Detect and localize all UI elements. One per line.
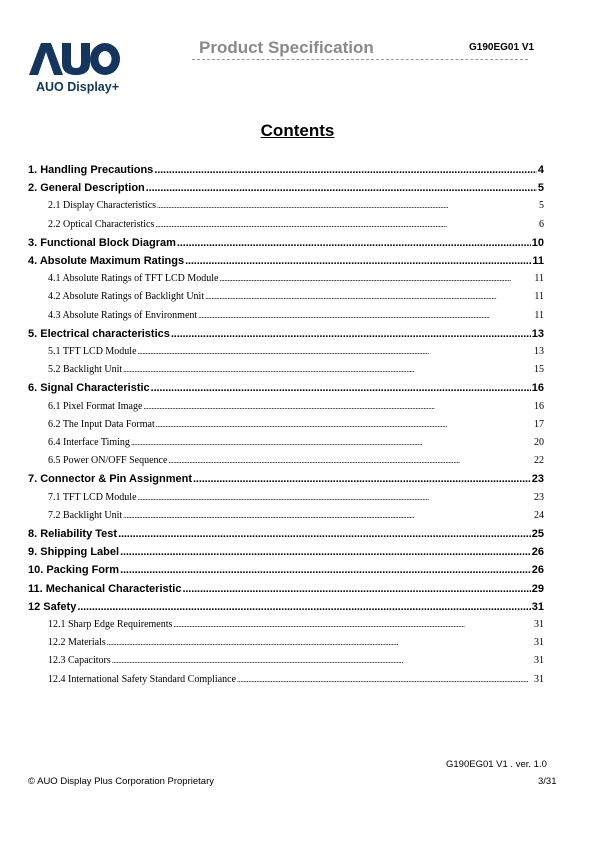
toc-section-entry[interactable]: [28, 255, 544, 271]
toc-entry-page: 11: [534, 291, 544, 303]
toc-entry-page: 10: [531, 236, 544, 249]
toc-subsection-entry[interactable]: [48, 492, 544, 508]
toc-dot-leader: [123, 365, 533, 374]
contents-heading: [0, 121, 595, 141]
toc-entry-page: 31: [531, 600, 544, 613]
toc-section-entry[interactable]: [28, 182, 544, 198]
toc-subsection-entry[interactable]: [48, 674, 544, 690]
toc-section-entry[interactable]: [28, 328, 544, 344]
footer-version: G190EG01 V1 . ver. 1.0: [446, 759, 547, 770]
toc-entry-label: 7. Connector & Pin Assignment: [28, 473, 193, 486]
logo-subtitle: AUO Display+: [36, 80, 120, 94]
toc-dot-leader: [185, 255, 531, 267]
toc-entry-label: 12.3 Capacitors: [48, 655, 111, 667]
toc-dot-leader: [168, 456, 533, 465]
toc-entry-label: 6. Signal Characteristic: [28, 382, 150, 395]
toc-entry-page: 20: [534, 437, 544, 448]
toc-dot-leader: [107, 638, 533, 647]
toc-entry-page: 11: [534, 273, 544, 285]
toc-entry-label: 4. Absolute Maximum Ratings: [28, 255, 185, 267]
toc-entry-page: 29: [531, 582, 544, 595]
toc-dot-leader: [182, 583, 530, 595]
toc-dot-leader: [177, 237, 531, 249]
toc-entry-label: 5.1 TFT LCD Module: [48, 346, 137, 357]
toc-dot-leader: [143, 402, 533, 411]
toc-entry-label: 4.1 Absolute Ratings of TFT LCD Module: [48, 273, 219, 285]
toc-entry-page: 13: [534, 346, 544, 357]
toc-entry-page: 16: [531, 382, 544, 395]
toc-dot-leader: [171, 328, 531, 340]
toc-dot-leader: [146, 182, 537, 194]
toc-entry-label: 5. Electrical characteristics: [28, 327, 170, 340]
toc-entry-label: 2. General Description: [28, 182, 145, 195]
toc-entry-label: 4.2 Absolute Ratings of Backlight Unit: [48, 291, 205, 303]
toc-subsection-entry[interactable]: [48, 455, 544, 471]
toc-entry-page: 31: [534, 619, 544, 630]
toc-entry-page: 5: [537, 182, 544, 195]
toc-section-entry[interactable]: [28, 601, 544, 617]
toc-dot-leader: [138, 493, 533, 502]
toc-entry-page: 31: [534, 637, 544, 649]
toc-section-entry[interactable]: [28, 546, 544, 562]
header-model: G190EG01 V1: [469, 42, 535, 53]
toc-entry-page: 23: [531, 473, 544, 486]
toc-entry-page: 25: [531, 528, 544, 540]
toc-subsection-entry[interactable]: [48, 219, 544, 235]
toc-subsection-entry[interactable]: [48, 619, 544, 635]
toc-entry-label: 12.4 International Safety Standard Compliance: [48, 673, 237, 685]
toc-entry-label: 9. Shipping Label: [28, 546, 120, 559]
toc-entry-label: 5.2 Backlight Unit: [48, 364, 123, 376]
toc-entry-page: 24: [534, 509, 544, 521]
toc-section-entry[interactable]: [28, 564, 544, 580]
toc-entry-page: 5: [539, 200, 544, 212]
toc-entry-label: 7.1 TFT LCD Module: [48, 491, 137, 503]
toc-dot-leader: [173, 620, 533, 629]
toc-entry-label: 6.4 Interface Timing: [48, 437, 130, 448]
toc-section-entry[interactable]: [28, 583, 544, 599]
toc-entry-page: 16: [534, 400, 544, 412]
toc-subsection-entry[interactable]: [48, 437, 544, 453]
toc-entry-page: 26: [531, 546, 544, 559]
toc-entry-page: 26: [531, 564, 544, 577]
toc-entry-page: 4: [537, 164, 544, 176]
toc-subsection-entry[interactable]: [48, 655, 544, 671]
toc-dot-leader: [120, 546, 531, 558]
toc-entry-page: 6: [539, 218, 544, 230]
toc-entry-label: 12.1 Sharp Edge Requirements: [48, 619, 173, 630]
toc-entry-page: 31: [534, 655, 544, 667]
toc-subsection-entry[interactable]: [48, 200, 544, 216]
toc-dot-leader: [157, 201, 538, 210]
toc-dot-leader: [205, 292, 533, 301]
footer-copyright: © AUO Display Plus Corporation Proprietary: [28, 776, 214, 787]
toc-subsection-entry[interactable]: [48, 637, 544, 653]
header-title: Product Specification: [199, 38, 374, 57]
toc-entry-page: 13: [531, 327, 544, 340]
toc-entry-label: 6.5 Power ON/OFF Sequence: [48, 455, 168, 467]
footer-page-number: 3/31: [538, 776, 557, 787]
toc-dot-leader: [198, 311, 533, 320]
toc-dot-leader: [131, 438, 533, 447]
toc-dot-leader: [154, 164, 537, 176]
toc-entry-label: 2.2 Optical Characteristics: [48, 218, 155, 230]
toc-dot-leader: [118, 528, 531, 540]
toc-subsection-entry[interactable]: [48, 310, 544, 326]
toc-entry-label: 12 Safety: [28, 600, 77, 613]
contents-title: Contents: [260, 121, 335, 140]
toc-dot-leader: [155, 220, 538, 229]
toc-dot-leader: [123, 511, 533, 520]
toc-entry-label: 12.2 Materials: [48, 637, 106, 649]
toc-entry-label: 3. Functional Block Diagram: [28, 236, 176, 249]
toc-dot-leader: [219, 274, 533, 283]
toc-section-entry[interactable]: [28, 237, 544, 253]
toc-entry-page: 23: [534, 491, 544, 503]
toc-section-entry[interactable]: [28, 528, 544, 544]
toc-entry-page: 15: [534, 364, 544, 376]
toc-section-entry[interactable]: [28, 164, 544, 180]
toc-dot-leader: [120, 564, 531, 576]
toc-entry-label: 7.2 Backlight Unit: [48, 509, 123, 521]
toc-dot-leader: [77, 601, 530, 613]
auo-logo-mark: [29, 42, 121, 76]
toc-subsection-entry[interactable]: [48, 419, 544, 435]
toc-entry-page: 11: [534, 309, 544, 321]
toc-entry-label: 10. Packing Form: [28, 564, 120, 577]
toc-subsection-entry[interactable]: [48, 273, 544, 289]
toc-entry-label: 1. Handling Precautions: [28, 164, 154, 176]
toc-entry-label: 4.3 Absolute Ratings of Environment: [48, 309, 198, 321]
toc-subsection-entry[interactable]: [48, 401, 544, 417]
toc-entry-page: 17: [534, 418, 544, 430]
toc-subsection-entry[interactable]: [48, 346, 544, 362]
toc-dot-leader: [156, 420, 533, 429]
header-rule: [192, 59, 528, 60]
toc-entry-label: 6.2 The Input Data Format: [48, 418, 155, 430]
toc-subsection-entry[interactable]: [48, 364, 544, 380]
toc-entry-page: 22: [534, 455, 544, 467]
toc-entry-page: 31: [534, 673, 544, 685]
toc-section-entry[interactable]: [28, 382, 544, 398]
auo-logo: [29, 42, 121, 96]
toc-entry-label: 11. Mechanical Characteristic: [28, 582, 182, 595]
toc-dot-leader: [193, 473, 531, 485]
toc-subsection-entry[interactable]: [48, 510, 544, 526]
toc-dot-leader: [138, 347, 533, 356]
toc-entry-label: 6.1 Pixel Format Image: [48, 400, 143, 412]
toc-entry-page: 11: [532, 255, 544, 267]
toc-entry-label: 2.1 Display Characteristics: [48, 200, 157, 212]
toc-dot-leader: [112, 656, 533, 665]
toc-section-entry[interactable]: [28, 473, 544, 489]
toc-subsection-entry[interactable]: [48, 291, 544, 307]
toc-dot-leader: [151, 382, 531, 394]
toc-dot-leader: [237, 675, 533, 684]
toc-entry-label: 8. Reliability Test: [28, 528, 118, 540]
